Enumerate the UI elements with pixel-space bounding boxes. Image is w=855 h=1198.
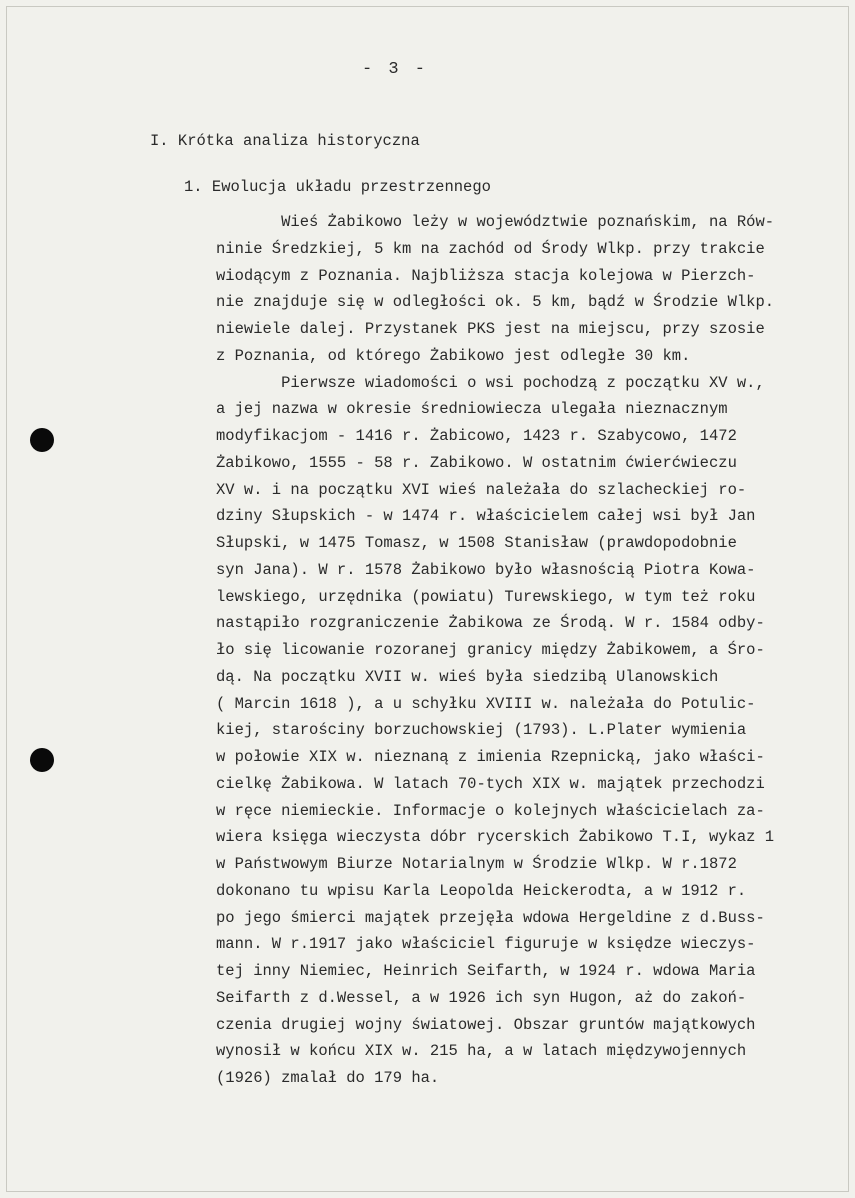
text-line: dą. Na początku XVII w. wieś była siedzibą Ulanowskich (216, 667, 719, 686)
text-line: a jej nazwa w okresie średniowiecza ulegała nieznacznym (216, 400, 728, 419)
text-line: z Poznania, od którego Żabikowo jest odległe 30 km. (216, 346, 691, 365)
section-heading: I. Krótka analiza historyczna (150, 132, 420, 150)
text-line: ninie Średzkiej, 5 km na zachód od Środy Wlkp. przy trakcie (216, 239, 765, 258)
text-line: dziny Słupskich - w 1474 r. właścicielem całej wsi był Jan (216, 507, 756, 526)
text-line: Słupski, w 1475 Tomasz, w 1508 Stanisław (prawdopodobnie (216, 534, 737, 552)
text-line: nastąpiło rozgraniczenie Żabikowa ze Środą. W r. 1584 odby- (216, 614, 765, 633)
text-line: w ręce niemieckie. Informacje o kolejnych właścicielach za- (216, 801, 765, 820)
text-line: niewiele dalej. Przystanek PKS jest na miejscu, przy szosie (216, 320, 765, 338)
text-line: cielkę Żabikowa. W latach 70-tych XIX w. majątek przechodzi (216, 774, 765, 793)
text-line: w Państwowym Biurze Notarialnym w Środzie Wlkp. W r.1872 (216, 855, 737, 873)
text-line: wynosił w końcu XIX w. 215 ha, a w latach międzywojennych (216, 1042, 747, 1061)
text-line: XV w. i na początku XVI wieś należała do szlacheckiej ro- (216, 480, 747, 499)
page-number: - 3 - (361, 60, 428, 79)
text-line: Wieś Żabikowo leży w województwie poznańskim, na Rów- (216, 213, 775, 231)
body-text (216, 209, 855, 1092)
text-line: syn Jana). W r. 1578 Żabikowo było własnością Piotra Kowa- (216, 560, 756, 579)
punch-hole (30, 748, 54, 772)
subsection-heading: 1. Ewolucja układu przestrzennego (184, 178, 491, 196)
text-line: mann. W r.1917 jako właściciel figuruje w księdze wieczys- (216, 935, 756, 954)
text-line: po jego śmierci majątek przejęła wdowa Hergeldine z d.Buss- (216, 908, 765, 927)
text-line: Pierwsze wiadomości o wsi pochodzą z początku XV w., (216, 373, 765, 392)
text-line: tej inny Niemiec, Heinrich Seifarth, w 1924 r. wdowa Maria (216, 962, 756, 980)
text-line: lewskiego, urzędnika (powiatu) Turewskiego, w tym też roku (216, 587, 756, 606)
text-line: Żabikowo, 1555 - 58 r. Zabikowo. W ostatnim ćwierćwieczu (216, 453, 737, 472)
text-line: (1926) zmalał do 179 ha. (216, 1069, 440, 1087)
text-line: kiej, starościny borzuchowskiej (1793). L.Plater wymienia (216, 721, 747, 740)
punch-hole (30, 428, 54, 452)
text-line: ( Marcin 1618 ), a u schyłku XVIII w. należała do Potulic- (216, 694, 756, 713)
text-line: nie znajduje się w odległości ok. 5 km, bądź w Środzie Wlkp. (216, 293, 775, 312)
text-line: czenia drugiej wojny światowej. Obszar gruntów majątkowych (216, 1015, 756, 1034)
text-line: dokonano tu wpisu Karla Leopolda Heickerodta, a w 1912 r. (216, 881, 747, 900)
text-line: wiera księga wieczysta dóbr rycerskich Żabikowo T.I, wykaz 1 (216, 828, 775, 847)
text-line: w połowie XIX w. nieznaną z imienia Rzepnicką, jako właści- (216, 748, 765, 766)
text-line: Seifarth z d.Wessel, a w 1926 ich syn Hugon, aż do zakoń- (216, 988, 747, 1007)
text-line: modyfikacjom - 1416 r. Żabicowo, 1423 r. Szabycowo, 1472 (216, 427, 737, 445)
text-line: ło się licowanie rozoranej granicy między Żabikowem, a Śro- (216, 641, 765, 659)
text-line: wiodącym z Poznania. Najbliższa stacja kolejowa w Pierzch- (216, 266, 756, 285)
